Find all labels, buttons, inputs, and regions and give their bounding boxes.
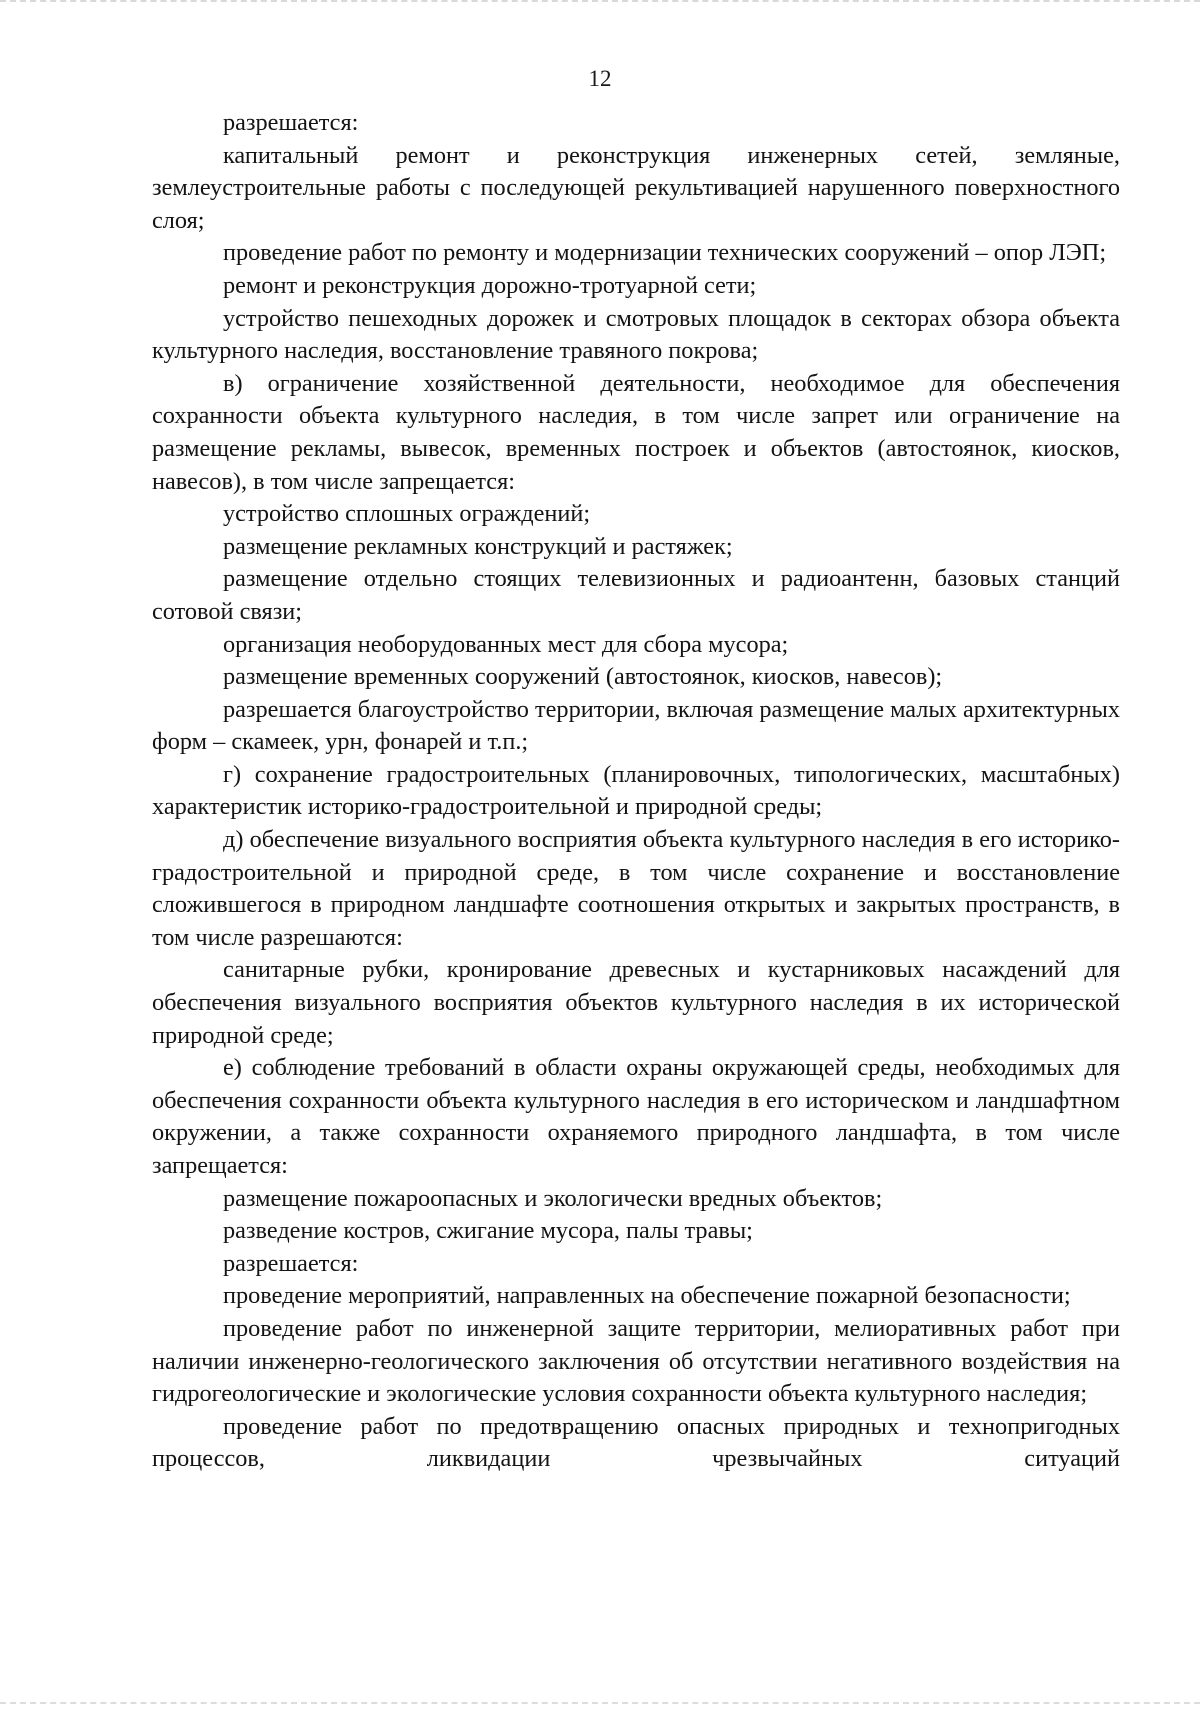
paragraph: организация необорудованных мест для сбора мусора;	[223, 630, 789, 658]
paragraph: устройство сплошных ограждений;	[223, 500, 591, 528]
paragraph: г) сохранение градостроительных (планировочных, типологических, масштабных) характеристик историко-градостроительной и природной среды;	[152, 760, 1120, 821]
paragraph: ремонт и реконструкция дорожно-тротуарной сети;	[223, 271, 757, 299]
paragraph: размещение рекламных конструкций и растяжек;	[223, 532, 733, 560]
document-body	[152, 107, 1120, 1476]
paragraph: размещение временных сооружений (автостоянок, киосков, навесов);	[223, 663, 943, 691]
scan-edge-bottom	[0, 1698, 1200, 1704]
paragraph: размещение отдельно стоящих телевизионных и радиоантенн, базовых станций сотовой связи;	[152, 565, 1120, 625]
scan-edge-top	[0, 0, 1200, 6]
paragraph: проведение мероприятий, направленных на обеспечение пожарной безопасности;	[223, 1282, 1071, 1310]
paragraph: санитарные рубки, кронирование древесных и кустарниковых насаждений для обеспечения визуального восприятия объектов культурного наследия в их исторической природной среде;	[152, 956, 1120, 1049]
paragraph: проведение работ по предотвращению опасных природных и технопригодных процессов, ликвидации чрезвычайных ситуаций	[152, 1412, 1120, 1473]
paragraph: е) соблюдение требований в области охраны окружающей среды, необходимых для обеспечения сохранности объекта культурного наследия в его историческом и ландшафтном окружении, а также сохранности охраняемого природного ландшафта, в том числе запрещается:	[152, 1054, 1120, 1179]
paragraph: д) обеспечение визуального восприятия объекта культурного наследия в его историко-градостроительной и природной среде, в том числе сохранение и восстановление сложившегося в природном ландшафте соотношения открытых и закрытых пространств, в том числе разрешаются:	[152, 826, 1120, 951]
paragraph: в) ограничение хозяйственной деятельности, необходимое для обеспечения сохранности объекта культурного наследия, в том числе запрет или ограничение на размещение рекламы, вывесок, временных построек и объектов (автостоянок, киосков, навесов), в том числе запрещается:	[152, 369, 1120, 495]
page-number: 12	[588, 66, 612, 91]
paragraph: размещение пожароопасных и экологически вредных объектов;	[223, 1184, 883, 1212]
paragraph: капитальный ремонт и реконструкция инженерных сетей, земляные, землеустроительные работы с последующей рекультивацией нарушенного поверхностного слоя;	[152, 141, 1120, 234]
paragraph: разрешается:	[223, 109, 359, 136]
paragraph: разведение костров, сжигание мусора, палы травы;	[223, 1217, 753, 1245]
paragraph: проведение работ по инженерной защите территории, мелиоративных работ при наличии инженерно-геологического заключения об отсутствии негативного воздействия на гидрогеологические и экологические условия сохранности объекта культурного наследия;	[152, 1314, 1120, 1408]
paragraph: устройство пешеходных дорожек и смотровых площадок в секторах обзора объекта культурного наследия, восстановление травяного покрова;	[152, 304, 1120, 365]
paragraph: разрешается благоустройство территории, включая размещение малых архитектурных форм – скамеек, урн, фонарей и т.п.;	[152, 695, 1120, 756]
paragraph: проведение работ по ремонту и модернизации технических сооружений – опор ЛЭП;	[223, 239, 1107, 267]
paragraph: разрешается:	[223, 1249, 359, 1277]
